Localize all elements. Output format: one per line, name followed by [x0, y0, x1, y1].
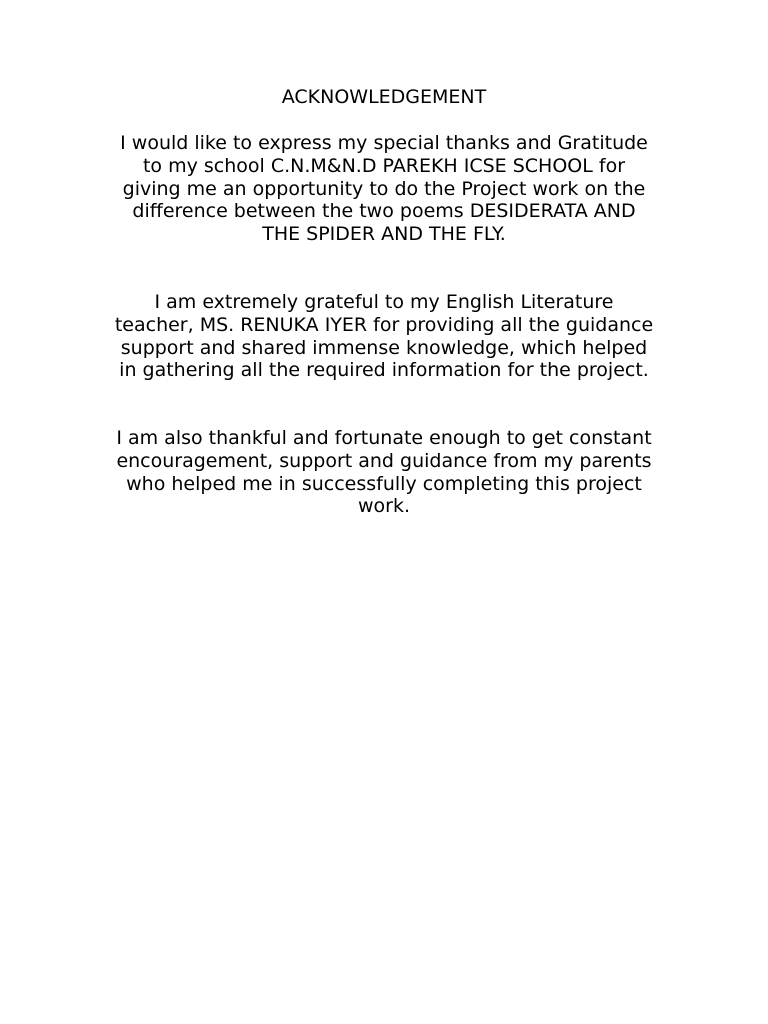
page-title: ACKNOWLEDGEMENT — [281, 86, 487, 108]
paragraph-school-thanks: I would like to express my special thanks and Gratitude to my school C.N.M&N.D PAREKH ICSE SCHOOL for giving me an opportunity to do the Project work on the difference between the two poems DESIDERATA AND THE SPIDER AND THE FLY. — [120, 132, 648, 246]
paragraph-parents-thanks: I am also thankful and fortunate enough to get constant encouragement, support and guidance from my parents who helped me in successfully completing this project work. — [116, 427, 652, 518]
paragraph-teacher-thanks: I am extremely grateful to my English Literature teacher, MS. RENUKA IYER for providing all the guidance support and shared immense knowledge, which helped in gathering all the required information for the project. — [114, 291, 654, 382]
